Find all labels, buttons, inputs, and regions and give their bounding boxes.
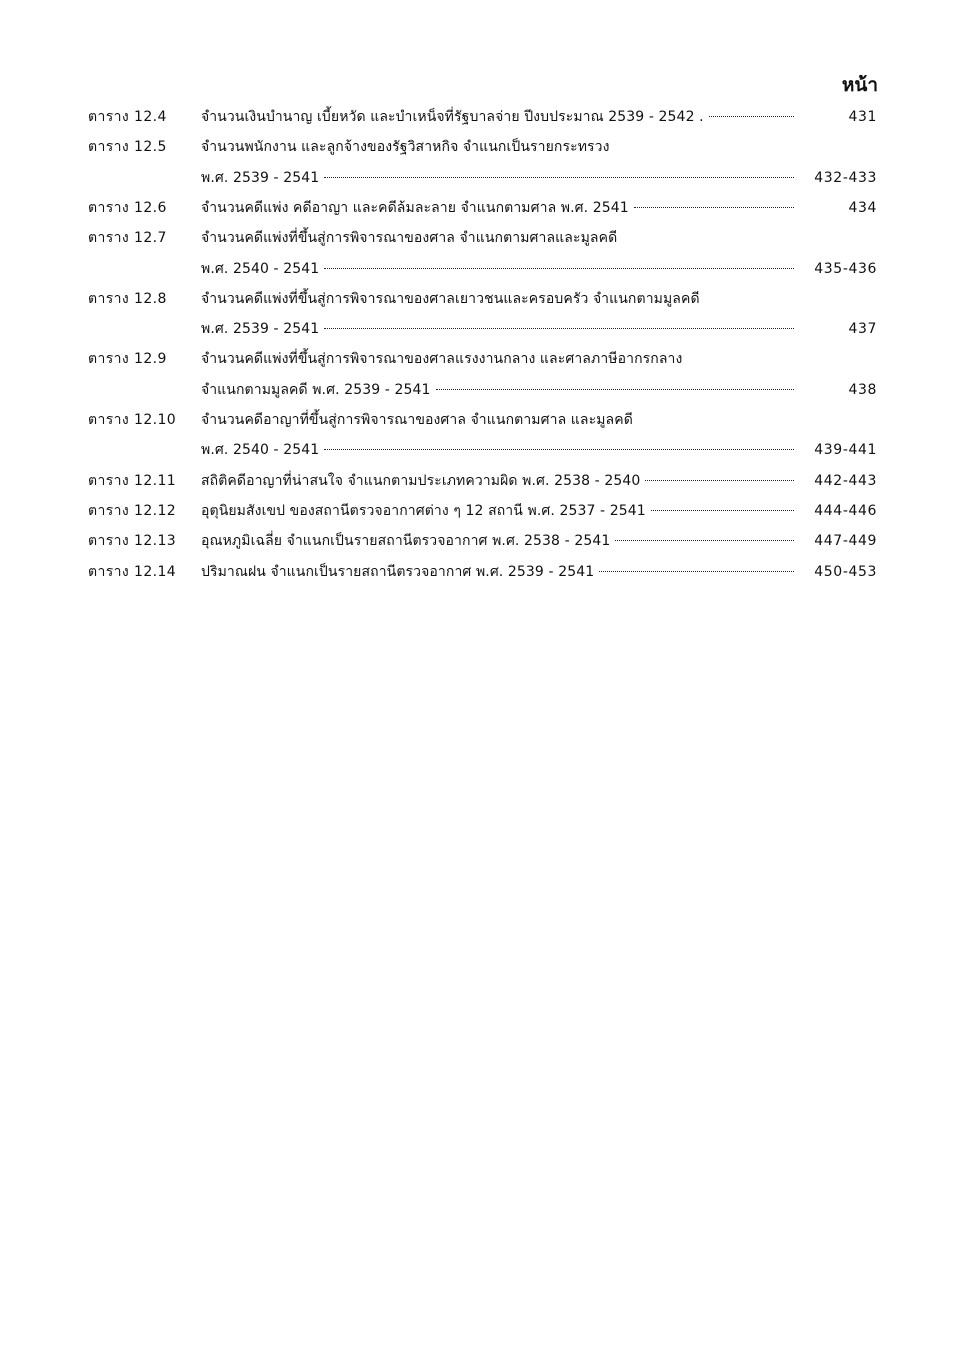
- table-number-label: ตาราง 12.4: [88, 109, 167, 125]
- entry-title: จำนวนพนักงาน และลูกจ้างของรัฐวิสาหกิจ จำแนกเป็นรายกระทรวง: [201, 139, 610, 156]
- toc-line: [0, 102, 966, 132]
- entry-title: สถิติคดีอาญาที่น่าสนใจ จำแนกตามประเภทความผิด พ.ศ. 2538 - 2540: [201, 472, 641, 489]
- entry-title-box: [201, 375, 794, 405]
- page-number: 434: [848, 199, 877, 216]
- table-number-label: ตาราง 12.14: [88, 563, 177, 580]
- entry-title-box: [201, 526, 794, 556]
- dot-leader: [599, 571, 794, 572]
- entry-title-box: [201, 466, 794, 496]
- page-number: 432-433: [814, 169, 877, 186]
- table-number-label: ตาราง 12.5: [88, 139, 167, 156]
- toc-line: [0, 284, 966, 314]
- toc-line: [0, 435, 966, 465]
- dot-leader: [324, 449, 794, 450]
- dot-leader: [634, 207, 794, 208]
- dot-leader: [651, 510, 794, 511]
- entry-title: จำนวนคดีแพ่ง คดีอาญา และคดีล้มละลาย จำแนกตามศาล พ.ศ. 2541: [201, 199, 629, 216]
- toc-line: [0, 254, 966, 284]
- toc-line: [0, 405, 966, 435]
- table-number-label: ตาราง 12.6: [88, 199, 167, 216]
- toc-line: [0, 466, 966, 496]
- entry-title-box: [201, 102, 794, 132]
- entry-title-box: [201, 163, 794, 193]
- toc-line: [0, 496, 966, 526]
- entry-title-box: [201, 557, 794, 587]
- table-number-label: ตาราง 12.12: [88, 502, 177, 519]
- entry-title: พ.ศ. 2540 - 2541: [201, 260, 320, 277]
- entry-title: ปริมาณฝน จำแนกเป็นรายสถานีตรวจอากาศ พ.ศ. 2539 - 2541: [201, 563, 595, 580]
- table-number-label: ตาราง 12.7: [88, 230, 167, 247]
- page-number: 435-436: [814, 260, 877, 277]
- toc-line: [0, 344, 966, 374]
- toc-line: [0, 557, 966, 587]
- table-number-label: ตาราง 12.13: [88, 533, 177, 550]
- dot-leader: [324, 328, 794, 329]
- table-number-label: ตาราง 12.8: [88, 290, 167, 307]
- entry-title: จำนวนคดีแพ่งที่ขึ้นสู่การพิจารณาของศาลเยาวชนและครอบครัว จำแนกตามมูลคดี: [201, 290, 700, 307]
- dot-leader: [709, 116, 794, 117]
- toc-line: [0, 163, 966, 193]
- entry-title: จำแนกตามมูลคดี พ.ศ. 2539 - 2541: [201, 381, 431, 398]
- page-column-header: หน้า: [841, 74, 878, 96]
- toc-line: [0, 132, 966, 162]
- toc-line: [0, 314, 966, 344]
- table-number-label: ตาราง 12.11: [88, 472, 177, 489]
- entry-title: พ.ศ. 2540 - 2541: [201, 442, 320, 459]
- entry-title: จำนวนคดีแพ่งที่ขึ้นสู่การพิจารณาของศาลแรงงานกลาง และศาลภาษีอากรกลาง: [201, 351, 683, 368]
- entry-title: อุณหภูมิเฉลี่ย จำแนกเป็นรายสถานีตรวจอากาศ พ.ศ. 2538 - 2541: [201, 533, 611, 550]
- entry-title-box: [201, 496, 794, 526]
- page-number: 444-446: [814, 502, 877, 519]
- page-number: 442-443: [814, 472, 877, 489]
- entry-title-box: [201, 435, 794, 465]
- entry-title-box: [201, 314, 794, 344]
- page-number: 447-449: [814, 533, 877, 550]
- entry-title-box: [201, 284, 794, 314]
- dot-leader: [436, 389, 794, 390]
- dot-leader: [324, 177, 794, 178]
- entry-title: พ.ศ. 2539 - 2541: [201, 321, 320, 338]
- toc-line: [0, 526, 966, 556]
- toc-line: [0, 375, 966, 405]
- entry-title-box: [201, 344, 794, 374]
- page-number: 438: [848, 381, 877, 398]
- entry-title-box: [201, 254, 794, 284]
- dot-leader: [324, 268, 794, 269]
- entry-title: จำนวนคดีแพ่งที่ขึ้นสู่การพิจารณาของศาล จำแนกตามศาลและมูลคดี: [201, 230, 618, 247]
- table-number-label: ตาราง 12.9: [88, 351, 167, 368]
- toc-line: [0, 223, 966, 253]
- entry-title-box: [201, 193, 794, 223]
- entry-title: จำนวนเงินบำนาญ เบี้ยหวัด และบำเหน็จที่รัฐบาลจ่าย ปีงบประมาณ 2539 - 2542 .: [201, 109, 704, 125]
- entry-title: จำนวนคดีอาญาที่ขึ้นสู่การพิจารณาของศาล จำแนกตามศาล และมูลคดี: [201, 412, 633, 428]
- entry-title: อุตุนิยมสังเขป ของสถานีตรวจอากาศต่าง ๆ 12 สถานี พ.ศ. 2537 - 2541: [201, 502, 646, 519]
- dot-leader: [645, 480, 794, 481]
- table-number-label: ตาราง 12.10: [88, 412, 177, 428]
- page-number: 431: [848, 109, 877, 125]
- page-number: 439-441: [814, 442, 877, 459]
- page-number: 437: [848, 321, 877, 338]
- toc-line: [0, 193, 966, 223]
- page-number: 450-453: [814, 563, 877, 580]
- entry-title-box: [201, 223, 794, 253]
- entry-title-box: [201, 132, 794, 162]
- entry-title-box: [201, 405, 794, 435]
- dot-leader: [615, 540, 794, 541]
- entry-title: พ.ศ. 2539 - 2541: [201, 169, 320, 186]
